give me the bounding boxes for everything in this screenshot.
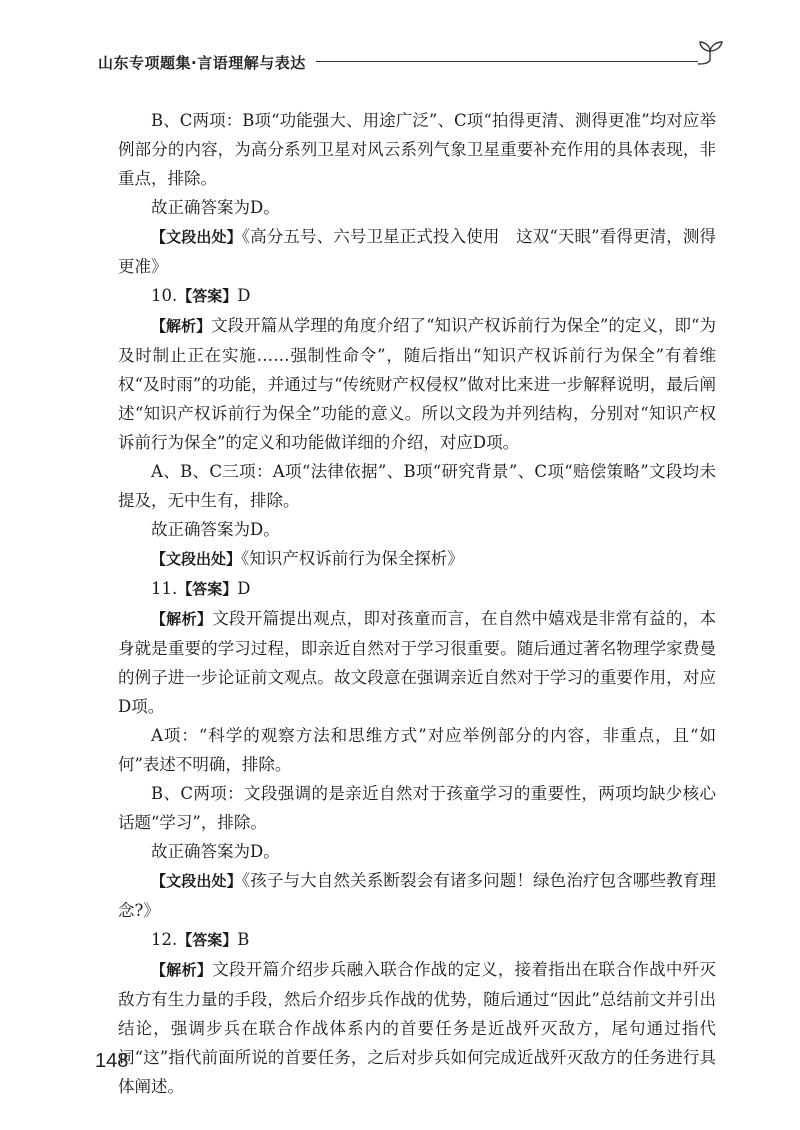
paragraph (118, 515, 716, 544)
header-title: 山东专项题集·言语理解与表达 (98, 54, 306, 72)
paragraph-text: B、C两项：B项“功能强大、用途广泛”、C项“拍得更清、测得更准”均对应举例部分的内容，为高分系列卫星对风云系列气象卫星重要补充作用的具体表现，非重点，排除。 (118, 111, 716, 188)
source-paragraph (118, 866, 716, 925)
paragraph (118, 457, 716, 515)
paragraph-text: 文段开篇从学理的角度介绍了“知识产权诉前行为保全”的定义，即“为及时制止正在实施……强制性命令”，随后指出“知识产权诉前行为保全”有着维权“及时雨”的功能，并通过与“传统财产权侵权”做对比来进一步解释说明，最后阐述“知识产权诉前行为保全”功能的意义。所以文段为并列结构，分别对“知识产权诉前行为保全”的定义和功能做详细的介绍，对应D项。 (118, 316, 716, 452)
analysis-tag: 【解析】 (151, 317, 212, 335)
answer-line (118, 574, 716, 604)
running-header (96, 36, 726, 76)
source-paragraph (118, 544, 716, 574)
answer-value: D (237, 579, 251, 598)
answer-line (118, 281, 716, 311)
analysis-tag: 【解析】 (151, 610, 213, 628)
source-tag: 【文段出处】 (151, 872, 242, 890)
paragraph-text: 文段开篇提出观点，即对孩童而言，在自然中嬉戏是非常有益的，本身就是重要的学习过程，即亲近自然对于学习很重要。随后通过著名物理学家费曼的例子进一步论证前文观点。故文段意在强调亲近自然对于学习的重要作用，对应D项。 (118, 609, 716, 716)
paragraph (118, 837, 716, 866)
paragraph-text: B、C两项：文段强调的是亲近自然对于孩童学习的重要性，两项均缺少核心话题“学习”，排除。 (118, 784, 716, 832)
paragraph-text: 故正确答案为D。 (151, 520, 280, 539)
analysis-tag: 【解析】 (151, 961, 213, 979)
answer-tag: 【答案】 (177, 931, 238, 949)
paragraph-text: 《高分五号、六号卫星正式投入使用 这双“天眼”看得更清，测得更准》 (118, 227, 716, 276)
paragraph (118, 193, 716, 222)
paragraph-text: 《孩子与大自然关系断裂会有诸多问题！绿色治疗包含哪些教育理念?》 (118, 871, 716, 920)
answer-line (118, 925, 716, 955)
paragraph-text: A项：“科学的观察方法和思维方式”对应举例部分的内容，非重点，且“如何”表述不明确，排除。 (118, 726, 716, 774)
paragraph-text: 故正确答案为D。 (151, 198, 280, 217)
answer-value: B (237, 930, 250, 949)
paragraph-text: 《知识产权诉前行为保全探析》 (241, 549, 464, 568)
paragraph (118, 106, 716, 193)
header-rule (316, 61, 698, 62)
page-content (118, 106, 716, 1101)
analysis-paragraph (118, 311, 716, 457)
paragraph (118, 721, 716, 779)
analysis-paragraph (118, 955, 716, 1101)
page-number: 148 (95, 1050, 129, 1072)
answer-tag: 【答案】 (177, 580, 238, 598)
question-number: 10. (151, 286, 178, 305)
paragraph (118, 779, 716, 837)
paragraph-text: 故正确答案为D。 (151, 842, 280, 861)
sprout-icon (692, 38, 726, 68)
question-number: 12. (151, 930, 178, 949)
source-tag: 【文段出处】 (151, 228, 242, 246)
analysis-paragraph (118, 604, 716, 721)
source-paragraph (118, 222, 716, 281)
source-tag: 【文段出处】 (151, 550, 242, 568)
question-number: 11. (151, 579, 178, 598)
answer-tag: 【答案】 (177, 287, 238, 305)
answer-value: D (237, 286, 251, 305)
paragraph-text: A、B、C三项：A项“法律依据”、B项“研究背景”、C项“赔偿策略”文段均未提及，无中生有，排除。 (118, 462, 716, 510)
paragraph-text: 文段开篇介绍步兵融入联合作战的定义，接着指出在联合作战中歼灭敌方有生力量的手段，然后介绍步兵作战的优势，随后通过“因此”总结前文并引出结论，强调步兵在联合作战体系内的首要任务是近战歼灭敌方，尾句通过指代词“这”指代前面所说的首要任务，之后对步兵如何完成近战歼灭敌方的任务进行具体阐述。 (118, 960, 716, 1096)
